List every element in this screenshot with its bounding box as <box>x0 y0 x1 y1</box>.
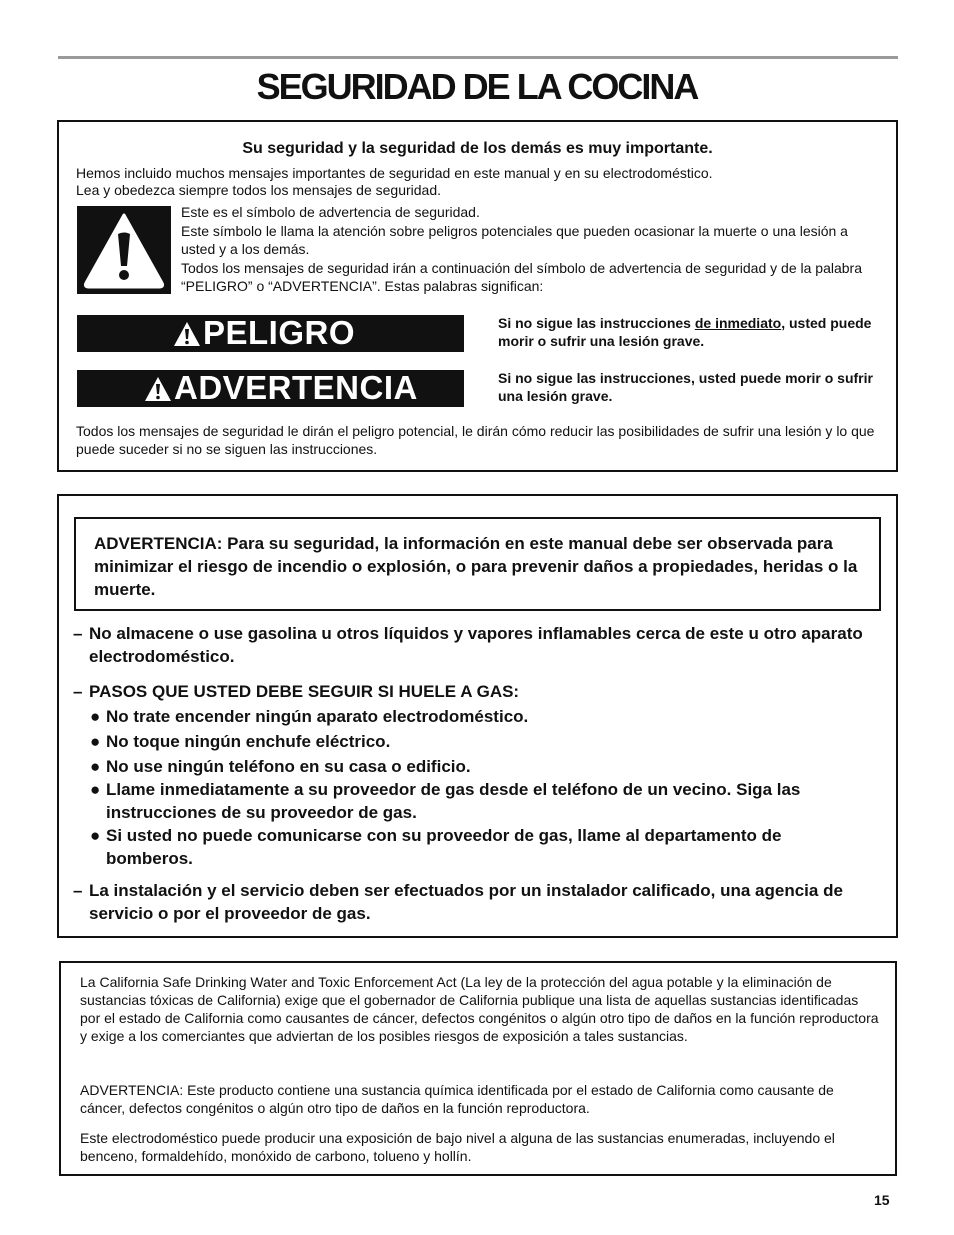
gas-rule-storage <box>73 622 883 668</box>
dash-marker: – <box>73 682 83 701</box>
bullet-marker: ● <box>90 757 101 776</box>
gas-rule-text: No almacene o use gasolina u otros líquidos y vapores inflamables cerca de este u otro aparato electrodoméstico. <box>89 624 863 666</box>
gas-step <box>90 824 870 870</box>
peligro-label: PELIGRO <box>203 314 356 351</box>
gas-rule-smell <box>73 680 883 703</box>
top-rule <box>58 56 898 59</box>
page-number: 15 <box>874 1192 890 1208</box>
gas-rule-text: La instalación y el servicio deben ser efectuados por un instalador calificado, una agencia de servicio o por el proveedor de gas. <box>89 881 843 923</box>
peligro-def-emphasis: de inmediato <box>694 315 782 331</box>
bullet-marker: ● <box>90 732 101 751</box>
gas-warning-text: ADVERTENCIA: Para su seguridad, la información en este manual debe ser observada para minimizar el riesgo de incendio o explosión, o para prevenir daños a propiedades, heridas o la muerte. <box>94 534 858 599</box>
gas-warning-frame <box>74 517 881 611</box>
safety-headline: Su seguridad y la seguridad de los demás es muy importante. <box>242 140 713 157</box>
advertencia-banner <box>77 370 464 407</box>
alert-triangle-icon <box>144 376 172 402</box>
california-paragraph-1: La California Safe Drinking Water and Toxic Enforcement Act (La ley de la protección del agua potable y la eliminación de sustancias tóxicas de California) exige que el gobernador de California publique una lista de aquellas sustancias identificadas por el estado de California como causantes de cáncer, defectos congénitos o algún otro tipo de daños en la función reproductora y exige a los comerciantes que adviertan de los posibles riesgos de exposición a tales sustancias. <box>80 974 879 1044</box>
safety-intro <box>76 165 713 199</box>
symbol-line-1: Este es el símbolo de advertencia de seguridad. <box>181 204 480 220</box>
symbol-line-3: Todos los mensajes de seguridad irán a continuación del símbolo de advertencia de seguridad y de la palabra “PELIGRO” o “ADVERTENCIA”. Estas palabras significan: <box>181 259 862 294</box>
gas-step <box>90 730 870 753</box>
gas-step-text: No toque ningún enchufe eléctrico. <box>106 732 391 751</box>
california-paragraph-2: ADVERTENCIA: Este producto contiene una sustancia química identificada por el estado de California como causante de cáncer, defectos congénitos o algún otro tipo de daños en la función reproductora. <box>80 1082 834 1116</box>
gas-warning-box <box>57 494 898 938</box>
peligro-banner <box>77 315 464 352</box>
gas-rule-installation <box>73 879 883 925</box>
peligro-def-text: Si no sigue las instrucciones <box>498 315 695 331</box>
safety-intro-line-1: Hemos incluido muchos mensajes importantes de seguridad en este manual y en su electrodoméstico. <box>76 165 713 181</box>
advertencia-label: ADVERTENCIA <box>174 369 418 406</box>
warning-triangle-icon <box>77 206 171 294</box>
gas-step <box>90 755 870 778</box>
dash-marker: – <box>73 624 83 643</box>
gas-step-text: No trate encender ningún aparato electrodoméstico. <box>106 707 529 726</box>
peligro-definition <box>498 314 878 350</box>
bullet-marker: ● <box>90 707 101 726</box>
gas-step <box>90 778 870 824</box>
gas-step <box>90 705 870 728</box>
gas-step-text: Llame inmediatamente a su proveedor de gas desde el teléfono de un vecino. Siga las instrucciones de su proveedor de gas. <box>106 780 801 822</box>
bullet-marker: ● <box>90 826 101 845</box>
alert-triangle-icon <box>173 321 201 347</box>
gas-step-text: Si usted no puede comunicarse con su proveedor de gas, llame al departamento de bomberos. <box>106 826 782 868</box>
advertencia-definition: Si no sigue las instrucciones, usted puede morir o sufrir una lesión grave. <box>498 370 873 404</box>
page-title: SEGURIDAD DE LA COCINA <box>256 66 698 107</box>
safety-info-box <box>57 120 898 472</box>
symbol-explanation <box>181 203 881 296</box>
bullet-marker: ● <box>90 780 101 799</box>
dash-marker: – <box>73 881 83 900</box>
safety-closing: Todos los mensajes de seguridad le dirán el peligro potencial, le dirán cómo reducir las posibilidades de sufrir una lesión y lo que puede suceder si no se siguen las instrucciones. <box>76 423 875 457</box>
california-notice-box <box>59 961 897 1176</box>
safety-intro-line-2: Lea y obedezca siempre todos los mensajes de seguridad. <box>76 182 441 198</box>
gas-rule-text: PASOS QUE USTED DEBE SEGUIR SI HUELE A GAS: <box>89 682 520 701</box>
peligro-def-text-end: , usted puede morir o sufrir una lesión grave. <box>498 315 872 349</box>
california-paragraph-3: Este electrodoméstico puede producir una exposición de bajo nivel a alguna de las sustancias enumeradas, incluyendo el benceno, formaldehído, monóxido de carbono, tolueno y hollín. <box>80 1130 835 1164</box>
symbol-line-2: Este símbolo le llama la atención sobre peligros potenciales que pueden ocasionar la muerte o una lesión a usted y a los demás. <box>181 222 848 257</box>
gas-step-text: No use ningún teléfono en su casa o edificio. <box>106 757 471 776</box>
